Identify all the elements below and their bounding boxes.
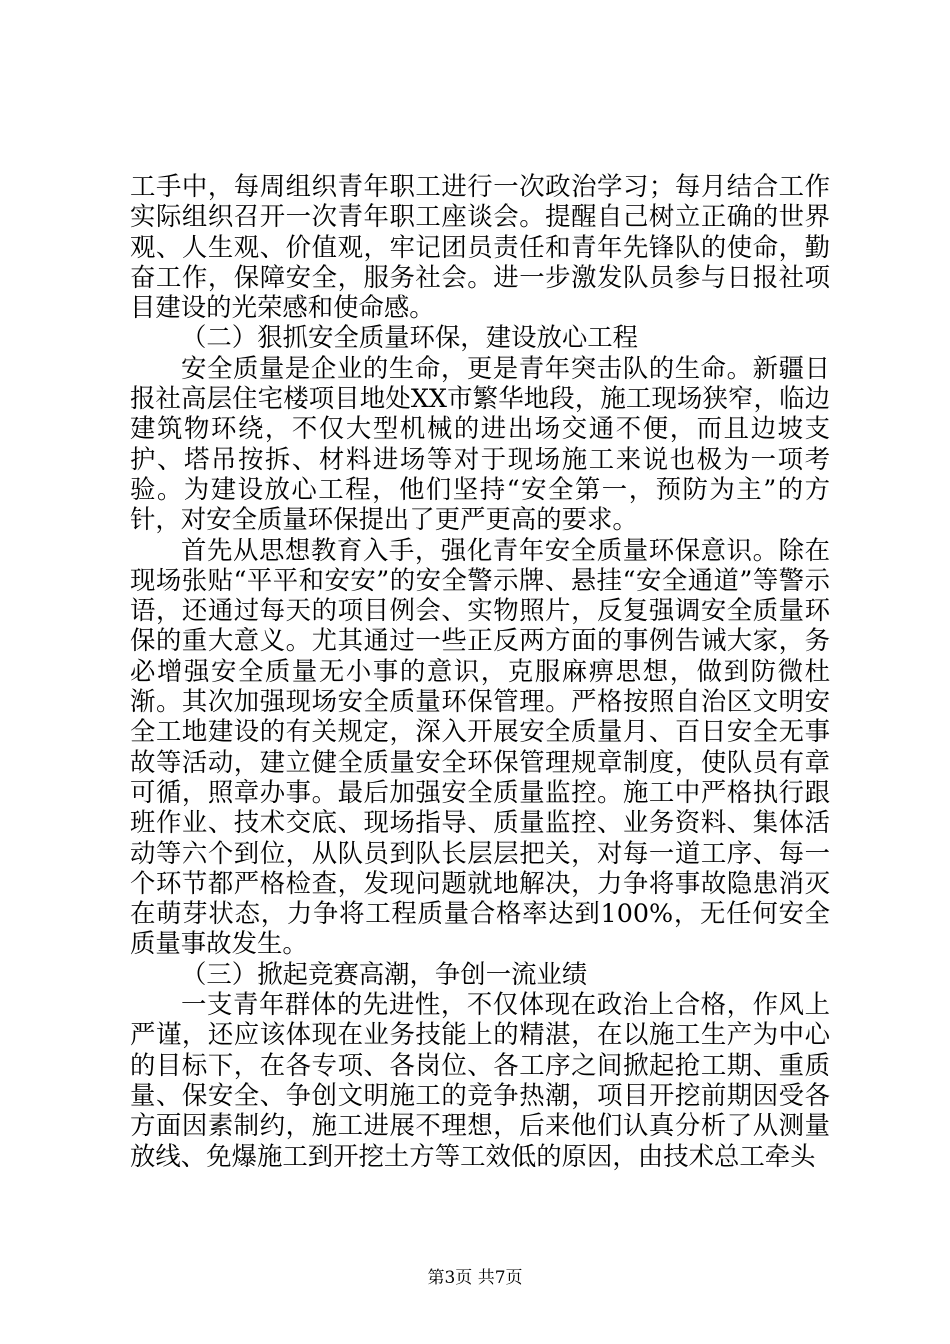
paragraph-continuation: 工手中，每周组织青年职工进行一次政治学习；每月结合工作实际组织召开一次青年职工座谈会。提醒自己树立正确的世界观、人生观、价值观，牢记团员责任和青年先锋队的使命，勤奋工作，保障安全，服务社会。进一步激发队员参与日报社项目建设的光荣感和使命感。 bbox=[130, 171, 830, 323]
section-heading-3: （三）掀起竞赛高潮，争创一流业绩 bbox=[181, 958, 588, 989]
paragraph-safety-intro: 安全质量是企业的生命，更是青年突击队的生命。新疆日报社高层住宅楼项目地处XX市繁华地段，施工现场狭窄，临边建筑物环绕，不仅大型机械的进出场交通不便，而且边坡支护、塔吊按拆、材料进场等对于现场施工来说也极为一项考验。为建设放心工程，他们坚持“安全第一，预防为主”的方针，对安全质量环保提出了更严更高的要求。 bbox=[130, 352, 830, 535]
section-heading-2: （二）狠抓安全质量环保，建设放心工程 bbox=[181, 322, 639, 353]
page-number-footer: 第3页 共7页 bbox=[427, 1268, 523, 1288]
paragraph-competition: 一支青年群体的先进性，不仅体现在政治上合格，作风上严谨，还应该体现在业务技能上的精湛，在以施工生产为中心的目标下，在各专项、各岗位、各工序之间掀起抢工期、重质量、保安全、争创文明施工的竞争热潮，项目开挖前期因受各方面因素制约，施工进展不理想，后来他们认真分析了从测量放线、免爆施工到开挖土方等工效低的原因，由技术总工牵头 bbox=[130, 989, 830, 1171]
paragraph-safety-measures: 首先从思想教育入手，强化青年安全质量环保意识。除在现场张贴“平平和安安”的安全警示牌、悬挂“安全通道”等警示语，还通过每天的项目例会、实物照片，反复强调安全质量环保的重大意义。尤其通过一些正反两方面的事例告诫大家，务必增强安全质量无小事的意识，克服麻痹思想，做到防微杜渐。其次加强现场安全质量环保管理。严格按照自治区文明安全工地建设的有关规定，深入开展安全质量月、百日安全无事故等活动，建立健全质量安全环保管理规章制度，使队员有章可循，照章办事。最后加强安全质量监控。施工中严格执行跟班作业、技术交底、现场指导、质量监控、业务资料、集体活动等六个到位，从队员到队长层层把关，对每一道工序、每一个环节都严格检查，发现问题就地解决，力争将事故隐患消灭在萌芽状态，力争将工程质量合格率达到100%，无任何安全质量事故发生。 bbox=[130, 534, 830, 959]
document-body bbox=[130, 171, 830, 1171]
